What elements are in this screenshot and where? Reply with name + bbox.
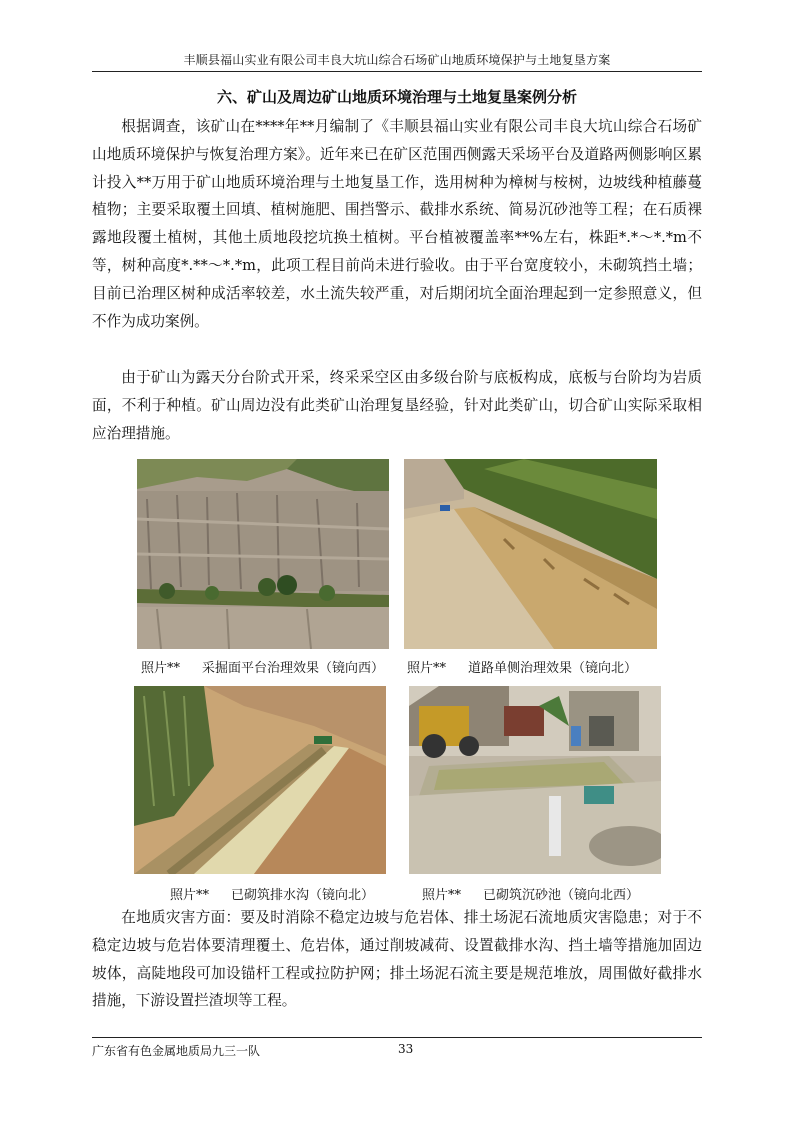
photo-number: 照片** (141, 661, 181, 676)
paragraph-geohazards: 在地质灾害方面：要及时消除不稳定边坡与危岩体、排土场泥石流地质灾害隐患；对于不稳定边坡与危岩体要清理覆土、危岩体，通过削坡减荷、设置截排水沟、挡土墙等措施加固边坡体，高陡地段可加设锚杆工程或拉防护网；排土场泥石流主要是规范堆放，周围做好截排水措施，下游设置拦渣坝等工程。 (92, 909, 702, 1010)
photo-number: 照片** (407, 661, 447, 676)
photo-number: 照片** (422, 888, 462, 903)
photo-caption-text: 已砌筑沉砂池（镜向北西） (483, 888, 640, 903)
photo-quarry-platform (137, 459, 389, 649)
page-number: 33 (398, 1042, 414, 1056)
running-header: 丰顺县福山实业有限公司丰良大坑山综合石场矿山地质环境保护与土地复垦方案 (183, 53, 611, 67)
photo-caption-text: 已砌筑排水沟（镜向北） (231, 888, 375, 903)
photo-caption-text: 采掘面平台治理效果（镜向西） (202, 661, 385, 676)
photo-number: 照片** (170, 888, 210, 903)
photo-caption-2 (407, 657, 637, 676)
footer-organization: 广东省有色金属地质局九三一队 (92, 1044, 261, 1058)
photo-road-side (404, 459, 657, 649)
footer-divider (92, 1037, 702, 1038)
paragraph-mining-method: 由于矿山为露天分台阶式开采，终采采空区由多级台阶与底板构成，底板与台阶均为岩质面，不利于种植。矿山周边没有此类矿山治理复垦经验，针对此类矿山，切合矿山实际采取相应治理措施。 (92, 369, 702, 442)
paragraph-investigation: 根据调查，该矿山在****年**月编制了《丰顺县福山实业有限公司丰良大坑山综合石场矿山地质环境保护与恢复治理方案》。近年来已在矿区范围西侧露天采场平台及道路两侧影响区累计投入**万用于矿山地质环境治理与土地复垦工作，选用树种为樟树与桉树，边坡线种植藤蔓植物；主要采取覆土回填、植树施肥、围挡警示、截排水系统、简易沉砂池等工程；在石质裸露地段覆土植树，其他土质地段挖坑换土植树。平台植被覆盖率**%左右，株距*.*～*.*m不等，树种高度*.**～*.*m，此项工程目前尚未进行验收。由于平台宽度较小，未砌筑挡土墙；目前已治理区树种成活率较差，水土流失较严重，对后期闭坑全面治理起到一定参照意义，但不作为成功案例。 (92, 118, 702, 330)
photo-caption-1 (141, 657, 384, 676)
header-divider (92, 71, 702, 72)
section-title: 六、矿山及周边矿山地质环境治理与土地复垦案例分析 (216, 88, 577, 106)
photo-caption-3 (170, 884, 374, 903)
photo-caption-4 (422, 884, 639, 903)
photo-drainage-ditch (134, 686, 386, 874)
photo-settling-pond (409, 686, 661, 874)
photo-caption-text: 道路单侧治理效果（镜向北） (468, 661, 638, 676)
